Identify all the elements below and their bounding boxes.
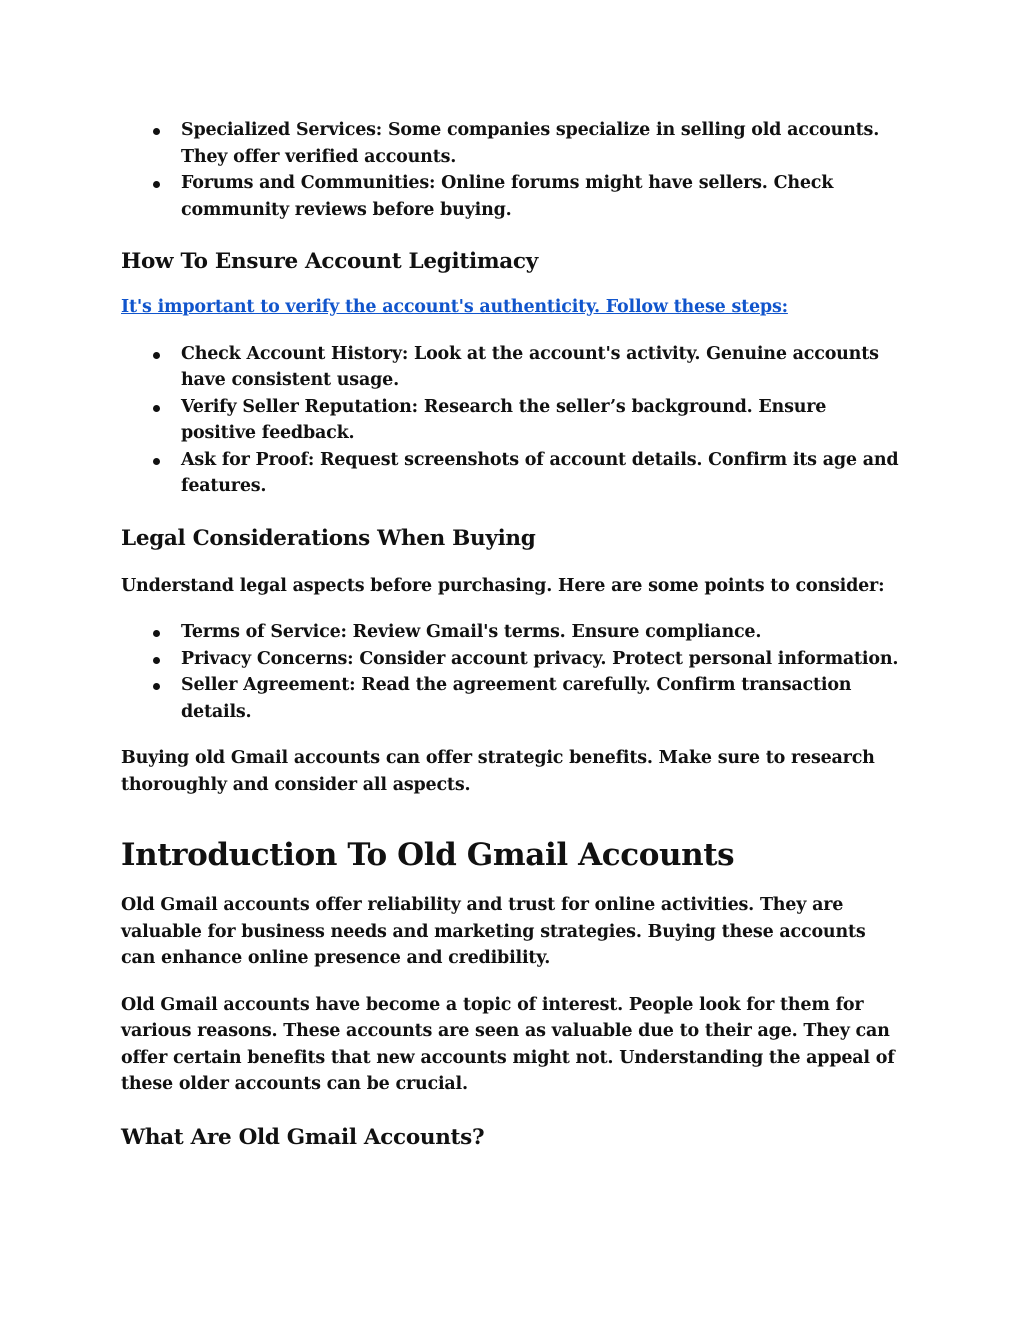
list-item — [121, 170, 901, 223]
legitimacy-link[interactable]: It's important to verify the account's authenticity. Follow these steps: — [121, 297, 788, 317]
list-item-text: Check Account History: Look at the account's activity. Genuine accounts have consistent usage. — [181, 343, 879, 390]
bullet-icon — [153, 630, 160, 637]
list-item-text: Ask for Proof: Request screenshots of account details. Confirm its age and features. — [181, 449, 899, 496]
list-item-text: Terms of Service: Review Gmail's terms. Ensure compliance. — [181, 622, 762, 642]
introduction-heading: Introduction To Old Gmail Accounts — [121, 837, 735, 873]
bullet-icon — [153, 683, 160, 690]
list-item — [121, 447, 901, 500]
introduction-paragraph-2: Old Gmail accounts have become a topic of interest. People look for them for various reasons. These accounts are seen as valuable due to their age. They can offer certain benefits that new accounts might not. Understanding the appeal of these older accounts can be crucial. — [121, 994, 895, 1094]
list-item — [121, 117, 901, 170]
bullet-icon — [153, 181, 160, 188]
bullet-icon — [153, 458, 160, 465]
list-item-text: Specialized Services: Some companies specialize in selling old accounts. They offer verified accounts. — [181, 120, 880, 167]
legitimacy-heading: How To Ensure Account Legitimacy — [121, 249, 538, 274]
list-item-text: Seller Agreement: Read the agreement carefully. Confirm transaction details. — [181, 675, 852, 722]
introduction-paragraph-1: Old Gmail accounts offer reliability and trust for online activities. They are valuable for business needs and marketing strategies. Buying these accounts can enhance online presence and credibility. — [121, 895, 866, 968]
sources-list — [121, 117, 901, 223]
list-item — [121, 394, 901, 447]
list-item — [121, 619, 901, 646]
list-item — [121, 646, 901, 673]
bullet-icon — [153, 657, 160, 664]
document-page — [121, 117, 901, 1152]
bullet-icon — [153, 128, 160, 135]
what-are-heading: What Are Old Gmail Accounts? — [121, 1124, 485, 1150]
list-item — [121, 341, 901, 394]
bullet-icon — [153, 352, 160, 359]
list-item — [121, 672, 901, 725]
legal-intro: Understand legal aspects before purchasing. Here are some points to consider: — [121, 575, 885, 596]
legitimacy-steps-list — [121, 341, 901, 500]
list-item-text: Forums and Communities: Online forums might have sellers. Check community reviews before buying. — [181, 173, 834, 220]
legitimacy-link-wrap — [121, 294, 901, 321]
legal-conclusion: Buying old Gmail accounts can offer strategic benefits. Make sure to research thoroughly and consider all aspects. — [121, 748, 875, 795]
list-item-text: Privacy Concerns: Consider account privacy. Protect personal information. — [181, 648, 899, 669]
legal-points-list — [121, 619, 901, 725]
bullet-icon — [153, 405, 160, 412]
legal-heading: Legal Considerations When Buying — [121, 525, 536, 551]
list-item-text: Verify Seller Reputation: Research the seller’s background. Ensure positive feedback. — [181, 396, 827, 443]
